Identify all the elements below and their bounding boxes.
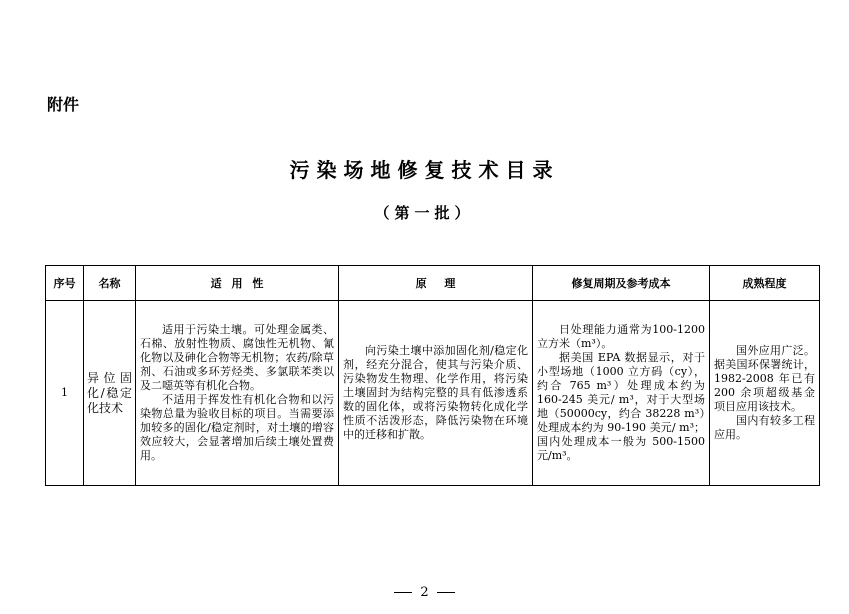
- applicability-paragraph: 适用于污染土壤。可处理金属类、石棉、放射性物质、腐蚀性无机物、氰化物以及砷化合物等无机物；农药/除草剂、石油或多环芳烃类、多氯联苯类以及二噁英等有机化合物。: [140, 323, 334, 392]
- page-number-dash-right: [437, 592, 455, 593]
- header-applicability: 适 用 性: [136, 266, 339, 301]
- table-header-row: [46, 266, 820, 301]
- table-row: [46, 301, 820, 486]
- cell-principle: [339, 301, 533, 486]
- page-number: [0, 585, 849, 600]
- header-cost: 修复周期及参考成本: [533, 266, 710, 301]
- cell-no: 1: [46, 301, 84, 486]
- page-number-value: 2: [420, 585, 429, 600]
- header-name: 名称: [84, 266, 136, 301]
- cell-maturity: [710, 301, 820, 486]
- principle-paragraph: 向污染土壤中添加固化剂/稳定化剂，经充分混合，使其与污染介质、污染物发生物理、化学作用，将污染土壤固封为结构完整的具有低渗透系数的固化体，或将污染物转化成化学性质不活泼形态，降低污染物在环境中的迁移和扩散。: [343, 344, 528, 441]
- cost-paragraph: 据美国 EPA 数据显示，对于小型场地（1000 立方码（cy），约合 765 m³）处理成本约为 160-245 美元/ m³，对于大型场地（50000cy，约合 38228 m³）处理成本约为 90-190 美元/ m³；国内处理成本一般为 500-1500 元/m³。: [537, 351, 705, 462]
- applicability-paragraph: 不适用于挥发性有机化合物和以污染物总量为验收目标的项目。当需要添加较多的固化/稳定剂时，对土壤的增容效应较大，会显著增加后续土壤处置费用。: [140, 393, 334, 462]
- cell-applicability: [136, 301, 339, 486]
- page-number-dash-left: [394, 592, 412, 593]
- header-maturity: 成熟程度: [710, 266, 820, 301]
- attachment-label: 附件: [47, 95, 80, 114]
- cost-paragraph: 日处理能力通常为100-1200 立方米（m³）。: [537, 323, 705, 350]
- header-principle: 原 理: [339, 266, 533, 301]
- cell-name: 异位固化/稳定化技术: [84, 301, 136, 486]
- page-title: 污染场地修复技术目录: [289, 158, 560, 182]
- page-subtitle: （第一批）: [374, 204, 475, 222]
- maturity-paragraph: 国外应用广泛。据美国环保署统计，1982-2008 年已有 200 余项超级基金项目应用该技术。: [714, 344, 815, 413]
- header-no: 序号: [46, 266, 84, 301]
- technology-table: [45, 265, 820, 486]
- maturity-paragraph: 国内有较多工程应用。: [714, 414, 815, 441]
- cell-cost: [533, 301, 710, 486]
